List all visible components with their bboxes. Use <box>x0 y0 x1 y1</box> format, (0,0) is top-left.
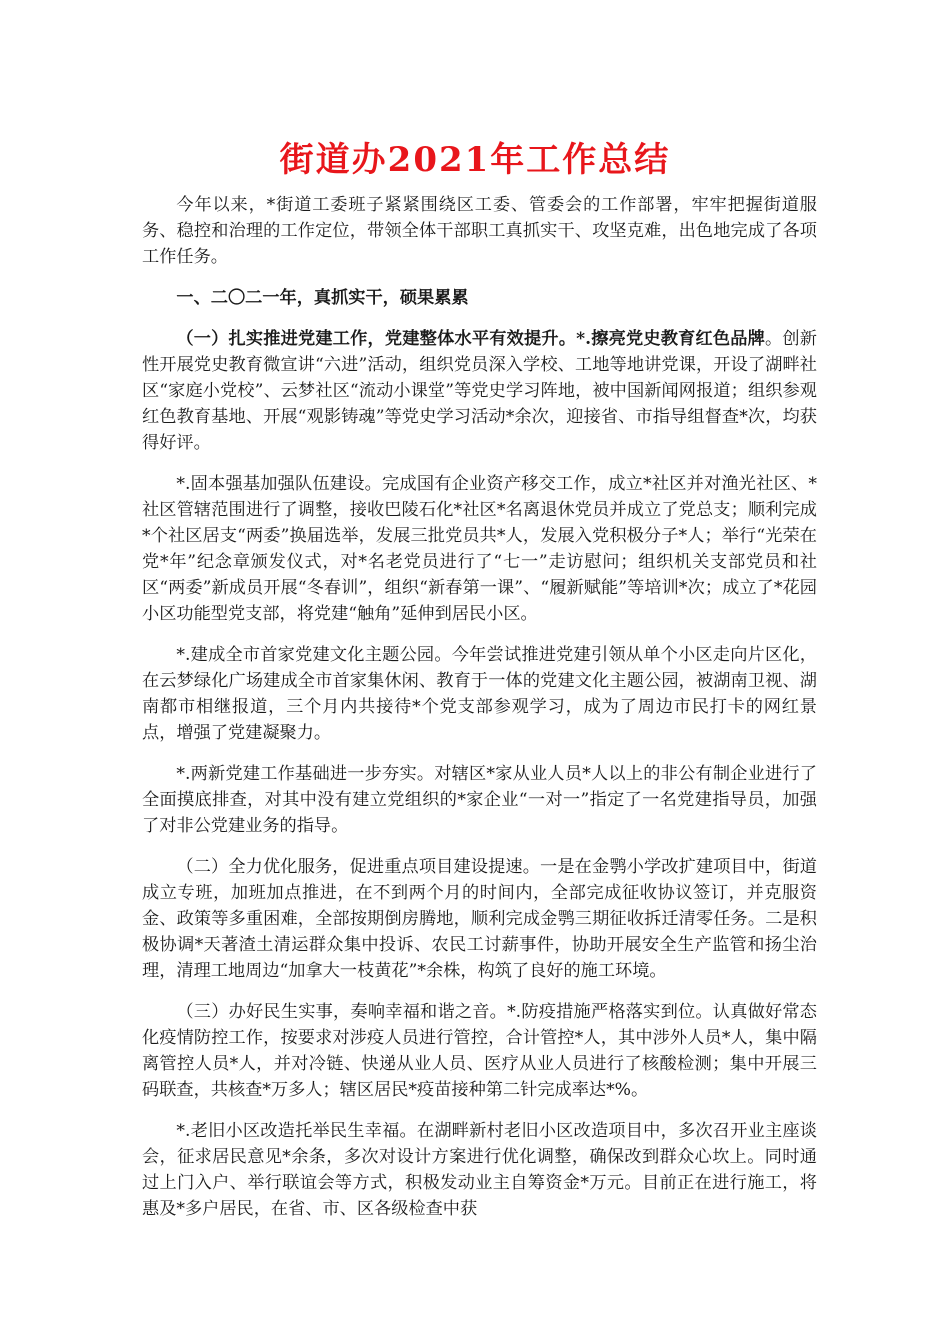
team-building-paragraph: *.固本强基加强队伍建设。完成国有企业资产移交工作，成立*社区并对渔光社区、*社区管辖范围进行了调整，接收巴陵石化*社区*名离退休党员并成立了党总支；顺利完成*个社区居支“两委”换届选举，发展三批党员共*人，发展入党积极分子*人；举行“光荣在党*年”纪念章颁发仪式，对*名老党员进行了“七一”走访慰问；组织机关支部党员和社区“两委”新成员开展“冬春训”，组织“新春第一课”、“履新赋能”等培训*次；成立了*花园小区功能型党支部，将党建“触角”延伸到居民小区。 <box>142 474 817 624</box>
old-community-paragraph: *.老旧小区改造托举民生幸福。在湖畔新村老旧小区改造项目中，多次召开业主座谈会，征求居民意见*余条，多次对设计方案进行优化调整，确保改到群众心坎上。同时通过上门入户、举行联谊会等方式，积极发动业主自筹资金*万元。目前正在进行施工，将惠及*多户居民，在省、市、区各级检查中获 <box>142 1121 817 1219</box>
non-public-party-paragraph: *.两新党建工作基础进一步夯实。对辖区*家从业人员*人以上的非公有制企业进行了全面摸底排查，对其中没有建立党组织的*家企业“一对一”指定了一名党建指导员，加强了对非公党建业务的指导。 <box>142 764 817 836</box>
section-heading: 一、二〇二一年，真抓实干，硕果累累 <box>176 288 469 308</box>
intro-paragraph: 今年以来，*街道工委班子紧紧围绕区工委、管委会的工作部署，牢牢把握街道服务、稳控和治理的工作定位，带领全体干部职工真抓实干、攻坚克难，出色地完成了各项工作任务。 <box>142 195 817 267</box>
party-building-paragraph <box>142 326 817 456</box>
party-building-subheading: （一）扎实推进党建工作，党建整体水平有效提升。*.擦亮党史教育红色品牌 <box>176 329 766 349</box>
document-title: 街道办2021年工作总结 <box>279 140 671 180</box>
party-building-text: 。创新性开展党史教育微宣讲“六进”活动，组织党员深入学校、工地等地讲党课，开设了湖畔社区“家庭小党校”、云梦社区“流动小课堂”等党史学习阵地，被中国新闻网报道；组织参观红色教育基地、开展“观影铸魂”等党史学习活动*余次，迎接省、市指导组督查*次，均获得好评。 <box>142 329 817 453</box>
livelihood-paragraph: （三）办好民生实事，奏响幸福和谐之音。*.防疫措施严格落实到位。认真做好常态化疫情防控工作，按要求对涉疫人员进行管控，合计管控*人，其中涉外人员*人，集中隔离管控人员*人，并对冷链、快递从业人员、医疗从业人员进行了核酸检测；集中开展三码联查，共核查*万多人；辖区居民*疫苗接种第二针完成率达*%。 <box>142 1002 817 1100</box>
document-body <box>142 192 817 1237</box>
theme-park-paragraph: *.建成全市首家党建文化主题公园。今年尝试推进党建引领从单个小区走向片区化，在云梦绿化广场建成全市首家集休闲、教育于一体的党建文化主题公园，被湖南卫视、湖南都市相继报道，三个月内共接待*个党支部参观学习，成为了周边市民打卡的网红景点，增强了党建凝聚力。 <box>142 645 817 743</box>
service-optimization-paragraph: （二）全力优化服务，促进重点项目建设提速。一是在金鹗小学改扩建项目中，街道成立专班，加班加点推进，在不到两个月的时间内，全部完成征收协议签订，并克服资金、政策等多重困难，全部按期倒房腾地，顺利完成金鹗三期征收拆迁清零任务。二是积极协调*天著渣土清运群众集中投诉、农民工讨薪事件，协助开展安全生产监管和扬尘治理，清理工地周边“加拿大一枝黄花”*余株，构筑了良好的施工环境。 <box>142 857 817 981</box>
